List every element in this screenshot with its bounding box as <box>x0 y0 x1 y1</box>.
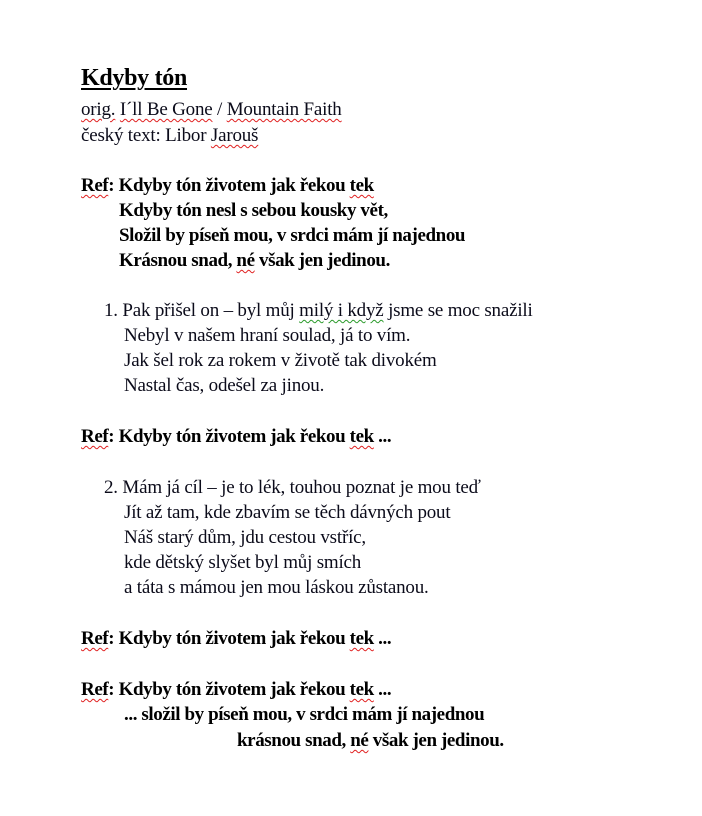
refrain-text-flagged: tek <box>349 175 374 196</box>
verse-number: 2. <box>104 477 118 498</box>
verse-2-line-2: Jít až tam, kde zbavím se těch dávných pout <box>124 502 451 523</box>
song-title: Kdyby tón <box>81 65 188 91</box>
refrain-1-line-3: Složil by píseň mou, v srdci mám jí najednou <box>119 225 466 246</box>
refrain-text: Kdyby tón životem jak řekou <box>114 426 350 447</box>
verse-1-line-1 <box>104 298 533 323</box>
refrain-text-flagged: tek <box>349 628 374 649</box>
refrain-text: však jen jedinou. <box>368 730 504 751</box>
verse-text: Pak přišel on – byl můj <box>117 300 300 321</box>
refrain-text-flagged: né <box>350 730 369 751</box>
refrain-colon: : <box>108 175 115 196</box>
refrain-repeat-1 <box>81 424 391 449</box>
refrain-1-line-4 <box>119 248 390 273</box>
refrain-text-flagged: tek <box>349 679 374 700</box>
refrain-final-line-3 <box>237 728 504 753</box>
verse-text: Mám já cíl – je to lék, touhou poznat je mou teď <box>117 477 481 498</box>
refrain-text: Kdyby tón životem jak řekou <box>114 679 350 700</box>
refrain-text: Kdyby tón životem jak řekou <box>114 628 350 649</box>
refrain-repeat-2 <box>81 626 391 651</box>
refrain-label: Ref <box>81 426 109 447</box>
refrain-ellipsis: ... <box>373 679 392 700</box>
refrain-text-flagged: né <box>236 250 255 271</box>
verse-2-line-5: a táta s mámou jen mou láskou zůstanou. <box>124 577 429 598</box>
verse-1-line-3: Jak šel rok za rokem v životě tak divokém <box>124 350 437 371</box>
refrain-text: Kdyby tón životem jak řekou <box>114 175 350 196</box>
refrain-text: však jen jedinou. <box>254 250 390 271</box>
verse-text-grammar-flagged: milý i když <box>299 300 384 321</box>
refrain-final-line-1 <box>81 677 391 702</box>
original-song-info <box>81 97 342 122</box>
lyrics-author-info <box>81 123 258 148</box>
refrain-text: krásnou snad, <box>237 730 351 751</box>
verse-2-line-1 <box>104 475 481 500</box>
refrain-1-line-1 <box>81 173 374 198</box>
refrain-label: Ref <box>81 679 109 700</box>
refrain-1-line-2: Kdyby tón nesl s sebou kousky vět, <box>119 200 388 221</box>
verse-1-line-4: Nastal čas, odešel za jinou. <box>124 375 325 396</box>
orig-song: I´ll Be Gone <box>119 99 213 120</box>
refrain-colon: : <box>108 679 115 700</box>
verse-text: jsme se moc snažili <box>383 300 533 321</box>
lyrics-prefix: český text: Libor <box>81 125 211 146</box>
refrain-ellipsis: ... <box>373 628 392 649</box>
verse-2-line-4: kde dětský slyšet byl můj smích <box>124 552 362 573</box>
refrain-label: Ref <box>81 628 109 649</box>
refrain-colon: : <box>108 628 115 649</box>
lyrics-author: Jarouš <box>210 125 259 146</box>
verse-1-line-2: Nebyl v našem hraní soulad, já to vím. <box>124 325 411 346</box>
refrain-ellipsis: ... <box>373 426 392 447</box>
refrain-colon: : <box>108 426 115 447</box>
refrain-label: Ref <box>81 175 109 196</box>
verse-number: 1. <box>104 300 118 321</box>
orig-artist: Mountain Faith <box>226 99 342 120</box>
verse-2-line-3: Náš starý dům, jdu cestou vstříc, <box>124 527 366 548</box>
refrain-text: Krásnou snad, <box>119 250 237 271</box>
orig-prefix: orig. <box>81 99 116 120</box>
refrain-text-flagged: tek <box>349 426 374 447</box>
orig-separator: / <box>212 99 227 120</box>
refrain-final-line-2: ... složil by píseň mou, v srdci mám jí najednou <box>124 704 485 725</box>
